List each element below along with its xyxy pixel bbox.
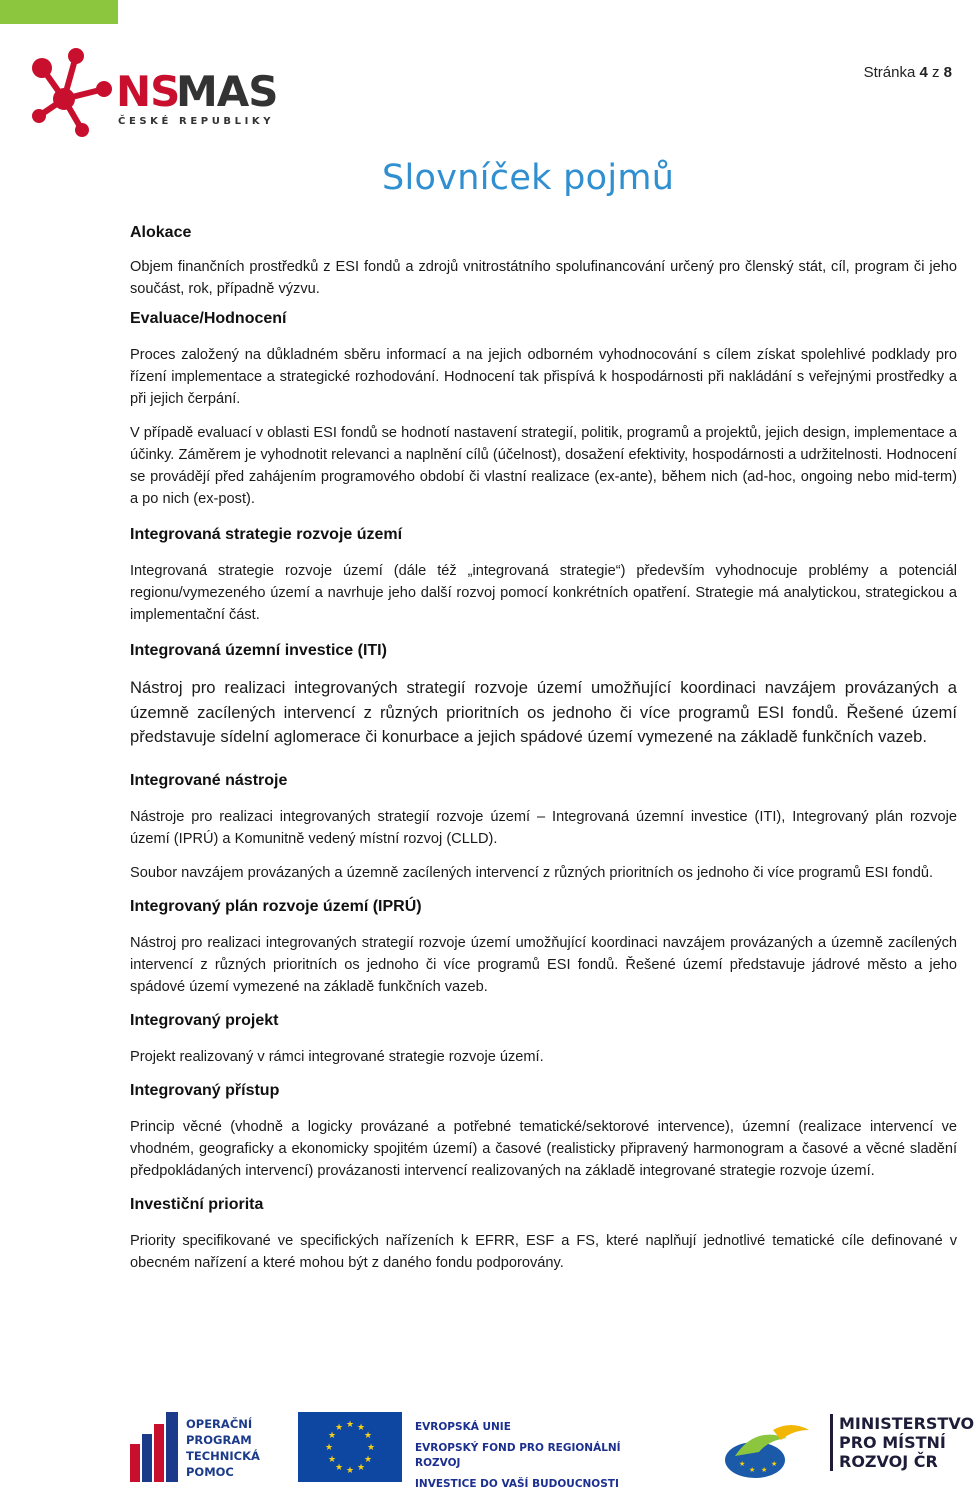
svg-text:★: ★ bbox=[356, 1423, 366, 1433]
svg-text:NS: NS bbox=[116, 67, 180, 116]
svg-text:POMOC: POMOC bbox=[186, 1465, 234, 1479]
svg-text:★: ★ bbox=[327, 1431, 337, 1441]
definition: Princip věcné (vhodně a logicky provázané a potřebné tematické/sektorové intervence), územní (realizace intervencí ve vhodném, geograficky a ekonomicky spojitém území) a časové (realisticky připravený harmonogram a časové a věcné sladění předpokládaných intervencí) provázanosti intervencí realizovaných na základě integrované strategie rozvoje území. bbox=[130, 1118, 957, 1179]
eu-flag-icon bbox=[298, 1412, 402, 1482]
page-current: 4 bbox=[919, 64, 928, 81]
definition: Proces založený na důkladném sběru informací a na jejich odborném vyhodnocování s cílem získat spolehlivé podklady pro řízení implementace a strategické rozhodování. Hodnocení tak přispívá k hospodárnosti při nakládání s veřejnými prostředky a při jejich čerpání. bbox=[130, 347, 957, 407]
svg-text:OPERAČNÍ: OPERAČNÍ bbox=[186, 1417, 253, 1431]
svg-text:★: ★ bbox=[739, 1460, 746, 1468]
page-prefix: Stránka bbox=[863, 64, 916, 81]
svg-text:★: ★ bbox=[363, 1431, 373, 1441]
page-total: 8 bbox=[943, 64, 952, 81]
term-ipru: Integrovaný plán rozvoje území (IPRÚ) bbox=[130, 897, 422, 915]
definition: Soubor navzájem provázaných a územně zacílených intervencí z různých prioritních os jednoho či více programů ESI fondů. bbox=[130, 864, 934, 881]
op-technicka-pomoc-logo bbox=[130, 1410, 280, 1482]
definition: Integrovaná strategie rozvoje území (dále též „integrovaná strategie“) především vyhodnocuje problémy a potenciál regionu/vymezeného území a navrhuje jeho další rozvoj pomocí konkrétních opatření. Strategie má analytickou, strategickou a implementační část. bbox=[130, 563, 957, 623]
page-of: z bbox=[931, 64, 940, 81]
term-alokace: Alokace bbox=[130, 224, 192, 241]
corner-accent bbox=[0, 0, 118, 24]
svg-text:★: ★ bbox=[327, 1455, 337, 1465]
definition: Nástroj pro realizaci integrovaných strategií rozvoje území umožňující koordinaci navzájem provázaných a územně zacílených intervencí z různých prioritních os jednoho či více programů ESI fondů. Řešené území představuje jádrové město a jeho spádové území vymezené na základě funkčních vazeb. bbox=[130, 934, 957, 995]
svg-text:MAS: MAS bbox=[176, 67, 278, 116]
svg-text:★: ★ bbox=[363, 1455, 373, 1465]
mmr-text bbox=[830, 1414, 974, 1471]
glossary bbox=[130, 222, 957, 1286]
term-investicni-priorita: Investiční priorita bbox=[130, 1195, 264, 1213]
nsmas-logo bbox=[24, 44, 278, 140]
term-evaluace: Evaluace/Hodnocení bbox=[130, 310, 287, 327]
svg-text:★: ★ bbox=[761, 1466, 768, 1474]
svg-text:★: ★ bbox=[366, 1443, 376, 1453]
term-integrovana-strategie: Integrovaná strategie rozvoje území bbox=[130, 526, 403, 543]
eu-line: EVROPSKÁ UNIE bbox=[415, 1421, 511, 1433]
svg-text:★: ★ bbox=[345, 1420, 355, 1430]
footer-logos bbox=[130, 1408, 974, 1490]
svg-text:★: ★ bbox=[345, 1466, 355, 1476]
svg-text:ČESKÉ REPUBLIKY: ČESKÉ REPUBLIKY bbox=[118, 116, 275, 127]
svg-text:★: ★ bbox=[334, 1423, 344, 1433]
mmr-line: ROZVOJ ČR bbox=[839, 1452, 938, 1471]
term-integrovany-pristup: Integrovaný přístup bbox=[130, 1081, 280, 1099]
page-title: Slovníček pojmů bbox=[382, 158, 675, 198]
mmr-line: PRO MÍSTNÍ bbox=[839, 1433, 946, 1452]
eu-line: EVROPSKÝ FOND PRO REGIONÁLNÍ ROZVOJ bbox=[415, 1442, 621, 1469]
mmr-emblem-icon bbox=[715, 1416, 815, 1484]
svg-text:★: ★ bbox=[749, 1466, 756, 1474]
term-integrovane-nastroje: Integrované nástroje bbox=[130, 771, 288, 789]
term-iti: Integrovaná územní investice (ITI) bbox=[130, 642, 387, 659]
definition: Projekt realizovaný v rámci integrované strategie rozvoje území. bbox=[130, 1048, 544, 1065]
svg-text:TECHNICKÁ: TECHNICKÁ bbox=[186, 1449, 260, 1463]
svg-text:★: ★ bbox=[356, 1463, 366, 1473]
page-number bbox=[864, 64, 952, 81]
eu-line: INVESTICE DO VAŠÍ BUDOUCNOSTI bbox=[415, 1478, 619, 1490]
mmr-line: MINISTERSTVO bbox=[839, 1414, 974, 1433]
svg-text:PROGRAM: PROGRAM bbox=[186, 1433, 252, 1447]
definition: Nástroj pro realizaci integrovaných strategií rozvoje území umožňující koordinaci navzájem provázaných a územně zacílených intervencí z různých prioritních os jednoho či více programů ESI fondů. Řešené území představuje sídelní aglomerace či konurbace a jejich spádové území vymezené na základě funkčních vazeb. bbox=[130, 678, 957, 746]
definition: Nástroje pro realizaci integrovaných strategií rozvoje území – Integrovaná územní investice (ITI), Integrovaný plán rozvoje území (IPRÚ) a Komunitně vedený místní rozvoj (CLLD). bbox=[130, 808, 957, 847]
svg-text:★: ★ bbox=[324, 1443, 334, 1453]
svg-text:★: ★ bbox=[771, 1460, 778, 1468]
definition: Priority specifikované ve specifických nařízeních k EFRR, ESF a FS, které naplňují jednotlivé tematické cíle definované v obecném nařízení a které mohou být z daného fondu podporovány. bbox=[130, 1232, 957, 1271]
eu-fund-text bbox=[415, 1420, 665, 1492]
definition: Objem finančních prostředků z ESI fondů a zdrojů vnitrostátního spolufinancování určený pro členský stát, cíl, program či jeho součást, rok, případně výzvu. bbox=[130, 259, 957, 297]
term-integrovany-projekt: Integrovaný projekt bbox=[130, 1011, 279, 1029]
svg-text:★: ★ bbox=[334, 1463, 344, 1473]
definition: V případě evaluací v oblasti ESI fondů se hodnotí nastavení strategií, politik, programů a projektů, jejich design, implementace a účinky. Záměrem je vyhodnotit relevanci a naplnění cílů (účelnost), dosažení efektivity, hospodárnosti a udržitelnosti. Hodnocení se provádějí před zahájením programového období či vlastní realizace (ex-ante), během nich (ad-hoc, ongoing nebo mid-term) a po nich (ex-post). bbox=[130, 425, 957, 507]
